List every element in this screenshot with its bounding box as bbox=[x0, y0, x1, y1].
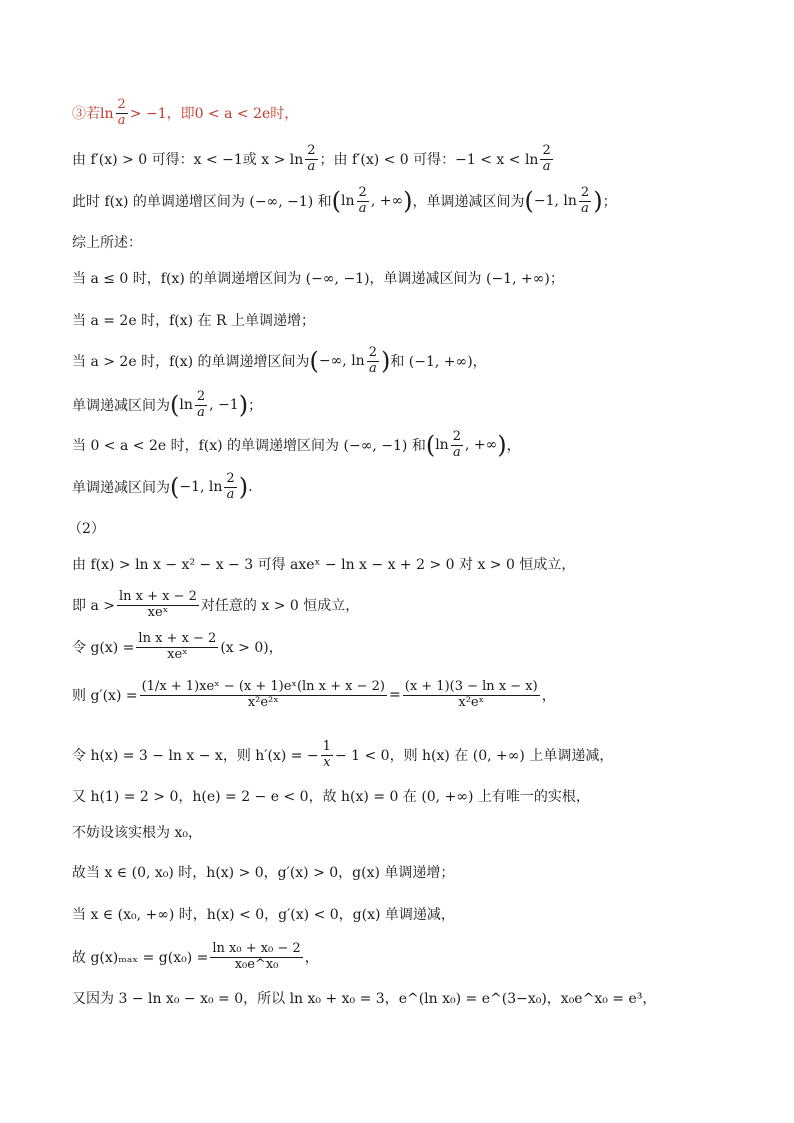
text: 和 (−1, +∞)， bbox=[390, 354, 487, 371]
case-3-condition bbox=[72, 98, 298, 129]
numerator: 2 bbox=[307, 143, 316, 158]
text: ； bbox=[248, 398, 263, 415]
left-paren: ( bbox=[309, 347, 319, 376]
text: ln bbox=[341, 193, 355, 210]
denominator: a bbox=[581, 200, 589, 216]
numerator: 2 bbox=[580, 185, 590, 200]
denominator: x²e²ˣ bbox=[247, 694, 279, 710]
text: (x > 0)， bbox=[220, 640, 283, 657]
fraction bbox=[540, 144, 552, 175]
denominator: x bbox=[323, 754, 331, 770]
summary-heading bbox=[72, 232, 142, 252]
summary-case-0-lt-a-lt-2e bbox=[72, 430, 521, 461]
text: 令 g(x) = bbox=[72, 640, 135, 657]
text: 令 h(x) = 3 − ln x − x，则 h′(x) = − bbox=[72, 748, 319, 765]
fraction bbox=[140, 680, 387, 711]
text: （2） bbox=[68, 521, 105, 537]
g-definition bbox=[72, 632, 283, 663]
denominator: x₀e^x₀ bbox=[234, 956, 279, 972]
denominator: a bbox=[197, 404, 205, 420]
denominator: xeˣ bbox=[147, 604, 169, 620]
right-paren: ) bbox=[497, 431, 507, 460]
denominator: a bbox=[117, 112, 126, 128]
text: 当 a > 2e 时，f(x) 的单调递增区间为 bbox=[72, 354, 310, 371]
g-derivative bbox=[72, 680, 556, 711]
right-paren: ) bbox=[380, 347, 391, 376]
denominator: xeˣ bbox=[167, 646, 188, 662]
numerator: ln x₀ + x₀ − 2 bbox=[212, 941, 301, 956]
text: −1, ln bbox=[533, 193, 577, 210]
text: ln bbox=[435, 437, 449, 454]
right-paren: ) bbox=[403, 187, 413, 216]
denominator: x²eˣ bbox=[458, 694, 485, 710]
numerator: 2 bbox=[452, 429, 461, 444]
fraction bbox=[357, 186, 369, 217]
text: 又因为 3 − ln x₀ − x₀ = 0，所以 ln x₀ + x₀ = 3，e^(ln x₀) = e^(3−x₀)，x₀e^x₀ = e³， bbox=[72, 991, 657, 1007]
root-assumption bbox=[72, 822, 202, 842]
text: , +∞ bbox=[464, 437, 498, 454]
text: ； bbox=[602, 194, 617, 211]
text: , +∞ bbox=[370, 193, 404, 210]
text: 由 f(x) > ln x − x² − x − 3 可得 axeˣ − ln x − x + 2 > 0 对 x > 0 恒成立， bbox=[72, 557, 576, 573]
text: 此时 f(x) 的单调递增区间为 (−∞, −1) 和 bbox=[72, 194, 332, 211]
numerator: 2 bbox=[196, 389, 206, 404]
text: > −1，即0 < a < 2e时， bbox=[129, 106, 299, 123]
text: 单调递减区间为 bbox=[72, 480, 170, 497]
summary-case-0-lt-a-lt-2e-decreasing bbox=[72, 472, 253, 503]
text: ；由 f′(x) < 0 可得：−1 < x < ln bbox=[319, 152, 539, 169]
text: ， bbox=[506, 438, 521, 455]
g-increasing bbox=[72, 862, 454, 882]
text: , −1 bbox=[209, 397, 239, 414]
left-paren: ( bbox=[331, 187, 342, 216]
fraction bbox=[321, 740, 333, 771]
denominator: a bbox=[542, 158, 551, 174]
text: −1, ln bbox=[179, 479, 223, 496]
fraction bbox=[136, 632, 218, 663]
text: 当 a ≤ 0 时，f(x) 的单调递增区间为 (−∞, −1)，单调递减区间为 (−1, +∞)； bbox=[72, 271, 564, 287]
right-paren: ) bbox=[238, 391, 249, 420]
text: ③若ln bbox=[72, 106, 114, 123]
numerator: (1/x + 1)xeˣ − (x + 1)eˣ(ln x + x − 2) bbox=[141, 679, 386, 694]
text: 单调递减区间为 bbox=[72, 398, 170, 415]
denominator: a bbox=[368, 360, 377, 376]
text: 当 x ∈ (x₀, +∞) 时，h(x) < 0，g′(x) < 0，g(x) 单调递减， bbox=[72, 907, 455, 923]
text: ln bbox=[179, 397, 193, 414]
fraction bbox=[116, 98, 128, 129]
text: 则 g′(x) = bbox=[72, 688, 138, 705]
numerator: (x + 1)(3 − ln x − x) bbox=[404, 679, 538, 694]
h-unique-root bbox=[72, 786, 590, 806]
denominator: a bbox=[358, 200, 367, 216]
numerator: 2 bbox=[117, 97, 126, 112]
numerator: 2 bbox=[226, 471, 235, 486]
numerator: 2 bbox=[368, 345, 377, 360]
summary-case-a-eq-2e bbox=[72, 310, 315, 330]
denominator: a bbox=[307, 158, 316, 174]
part-2-label bbox=[68, 518, 105, 538]
text: − 1 < 0，则 h(x) 在 (0, +∞) 上单调递减， bbox=[334, 748, 614, 765]
text: . bbox=[248, 479, 253, 496]
fraction bbox=[305, 144, 317, 175]
fraction bbox=[195, 390, 207, 421]
text: 又 h(1) = 2 > 0，h(e) = 2 − e < 0，故 h(x) = 0 在 (0, +∞) 上有唯一的实根， bbox=[72, 789, 590, 805]
numerator: 1 bbox=[322, 739, 331, 754]
left-paren: ( bbox=[170, 473, 180, 502]
text: ， bbox=[304, 950, 319, 967]
denominator: a bbox=[226, 486, 235, 502]
fraction bbox=[117, 590, 199, 621]
fraction bbox=[403, 680, 540, 711]
right-paren: ) bbox=[593, 187, 603, 216]
h-definition bbox=[72, 740, 613, 771]
denominator: a bbox=[452, 444, 461, 460]
fraction bbox=[367, 346, 379, 377]
fraction bbox=[224, 472, 236, 503]
root-relation bbox=[72, 988, 656, 1008]
text: 故当 x ∈ (0, x₀) 时，h(x) > 0，g′(x) > 0，g(x) 单调递增； bbox=[72, 865, 455, 881]
numerator: 2 bbox=[542, 143, 551, 158]
text: 由 f′(x) > 0 可得：x < −1或 x > ln bbox=[72, 152, 304, 169]
fraction bbox=[579, 186, 591, 217]
numerator: ln x + x − 2 bbox=[138, 631, 217, 646]
derivative-sign-analysis bbox=[72, 144, 555, 175]
a-bound bbox=[72, 590, 359, 621]
left-paren: ( bbox=[524, 187, 534, 216]
summary-case-a-le-0 bbox=[72, 268, 564, 288]
left-paren: ( bbox=[425, 431, 436, 460]
text: 即 a > bbox=[72, 598, 115, 615]
text: = bbox=[389, 687, 401, 704]
text: −∞, ln bbox=[318, 353, 365, 370]
g-max bbox=[72, 942, 319, 973]
text: 故 g(x)ₘₐₓ = g(x₀) = bbox=[72, 950, 209, 967]
text: 不妨设该实根为 x₀， bbox=[72, 825, 202, 841]
monotonic-intervals-case-3 bbox=[72, 186, 617, 217]
summary-case-a-gt-2e-decreasing bbox=[72, 390, 262, 421]
inequality-transform bbox=[72, 554, 575, 574]
text: 对任意的 x > 0 恒成立， bbox=[200, 598, 360, 615]
text: 综上所述： bbox=[72, 235, 142, 251]
fraction bbox=[210, 942, 302, 973]
text: 当 0 < a < 2e 时，f(x) 的单调递增区间为 (−∞, −1) 和 bbox=[72, 438, 426, 455]
numerator: ln x + x − 2 bbox=[118, 589, 197, 604]
right-paren: ) bbox=[238, 473, 249, 502]
numerator: 2 bbox=[358, 185, 367, 200]
text: 当 a = 2e 时，f(x) 在 R 上单调递增； bbox=[72, 313, 315, 329]
fraction bbox=[451, 430, 463, 461]
summary-case-a-gt-2e bbox=[72, 346, 487, 377]
left-paren: ( bbox=[170, 391, 180, 420]
text: ， bbox=[541, 688, 556, 705]
text: ，单调递减区间为 bbox=[412, 194, 525, 211]
g-decreasing bbox=[72, 904, 455, 924]
